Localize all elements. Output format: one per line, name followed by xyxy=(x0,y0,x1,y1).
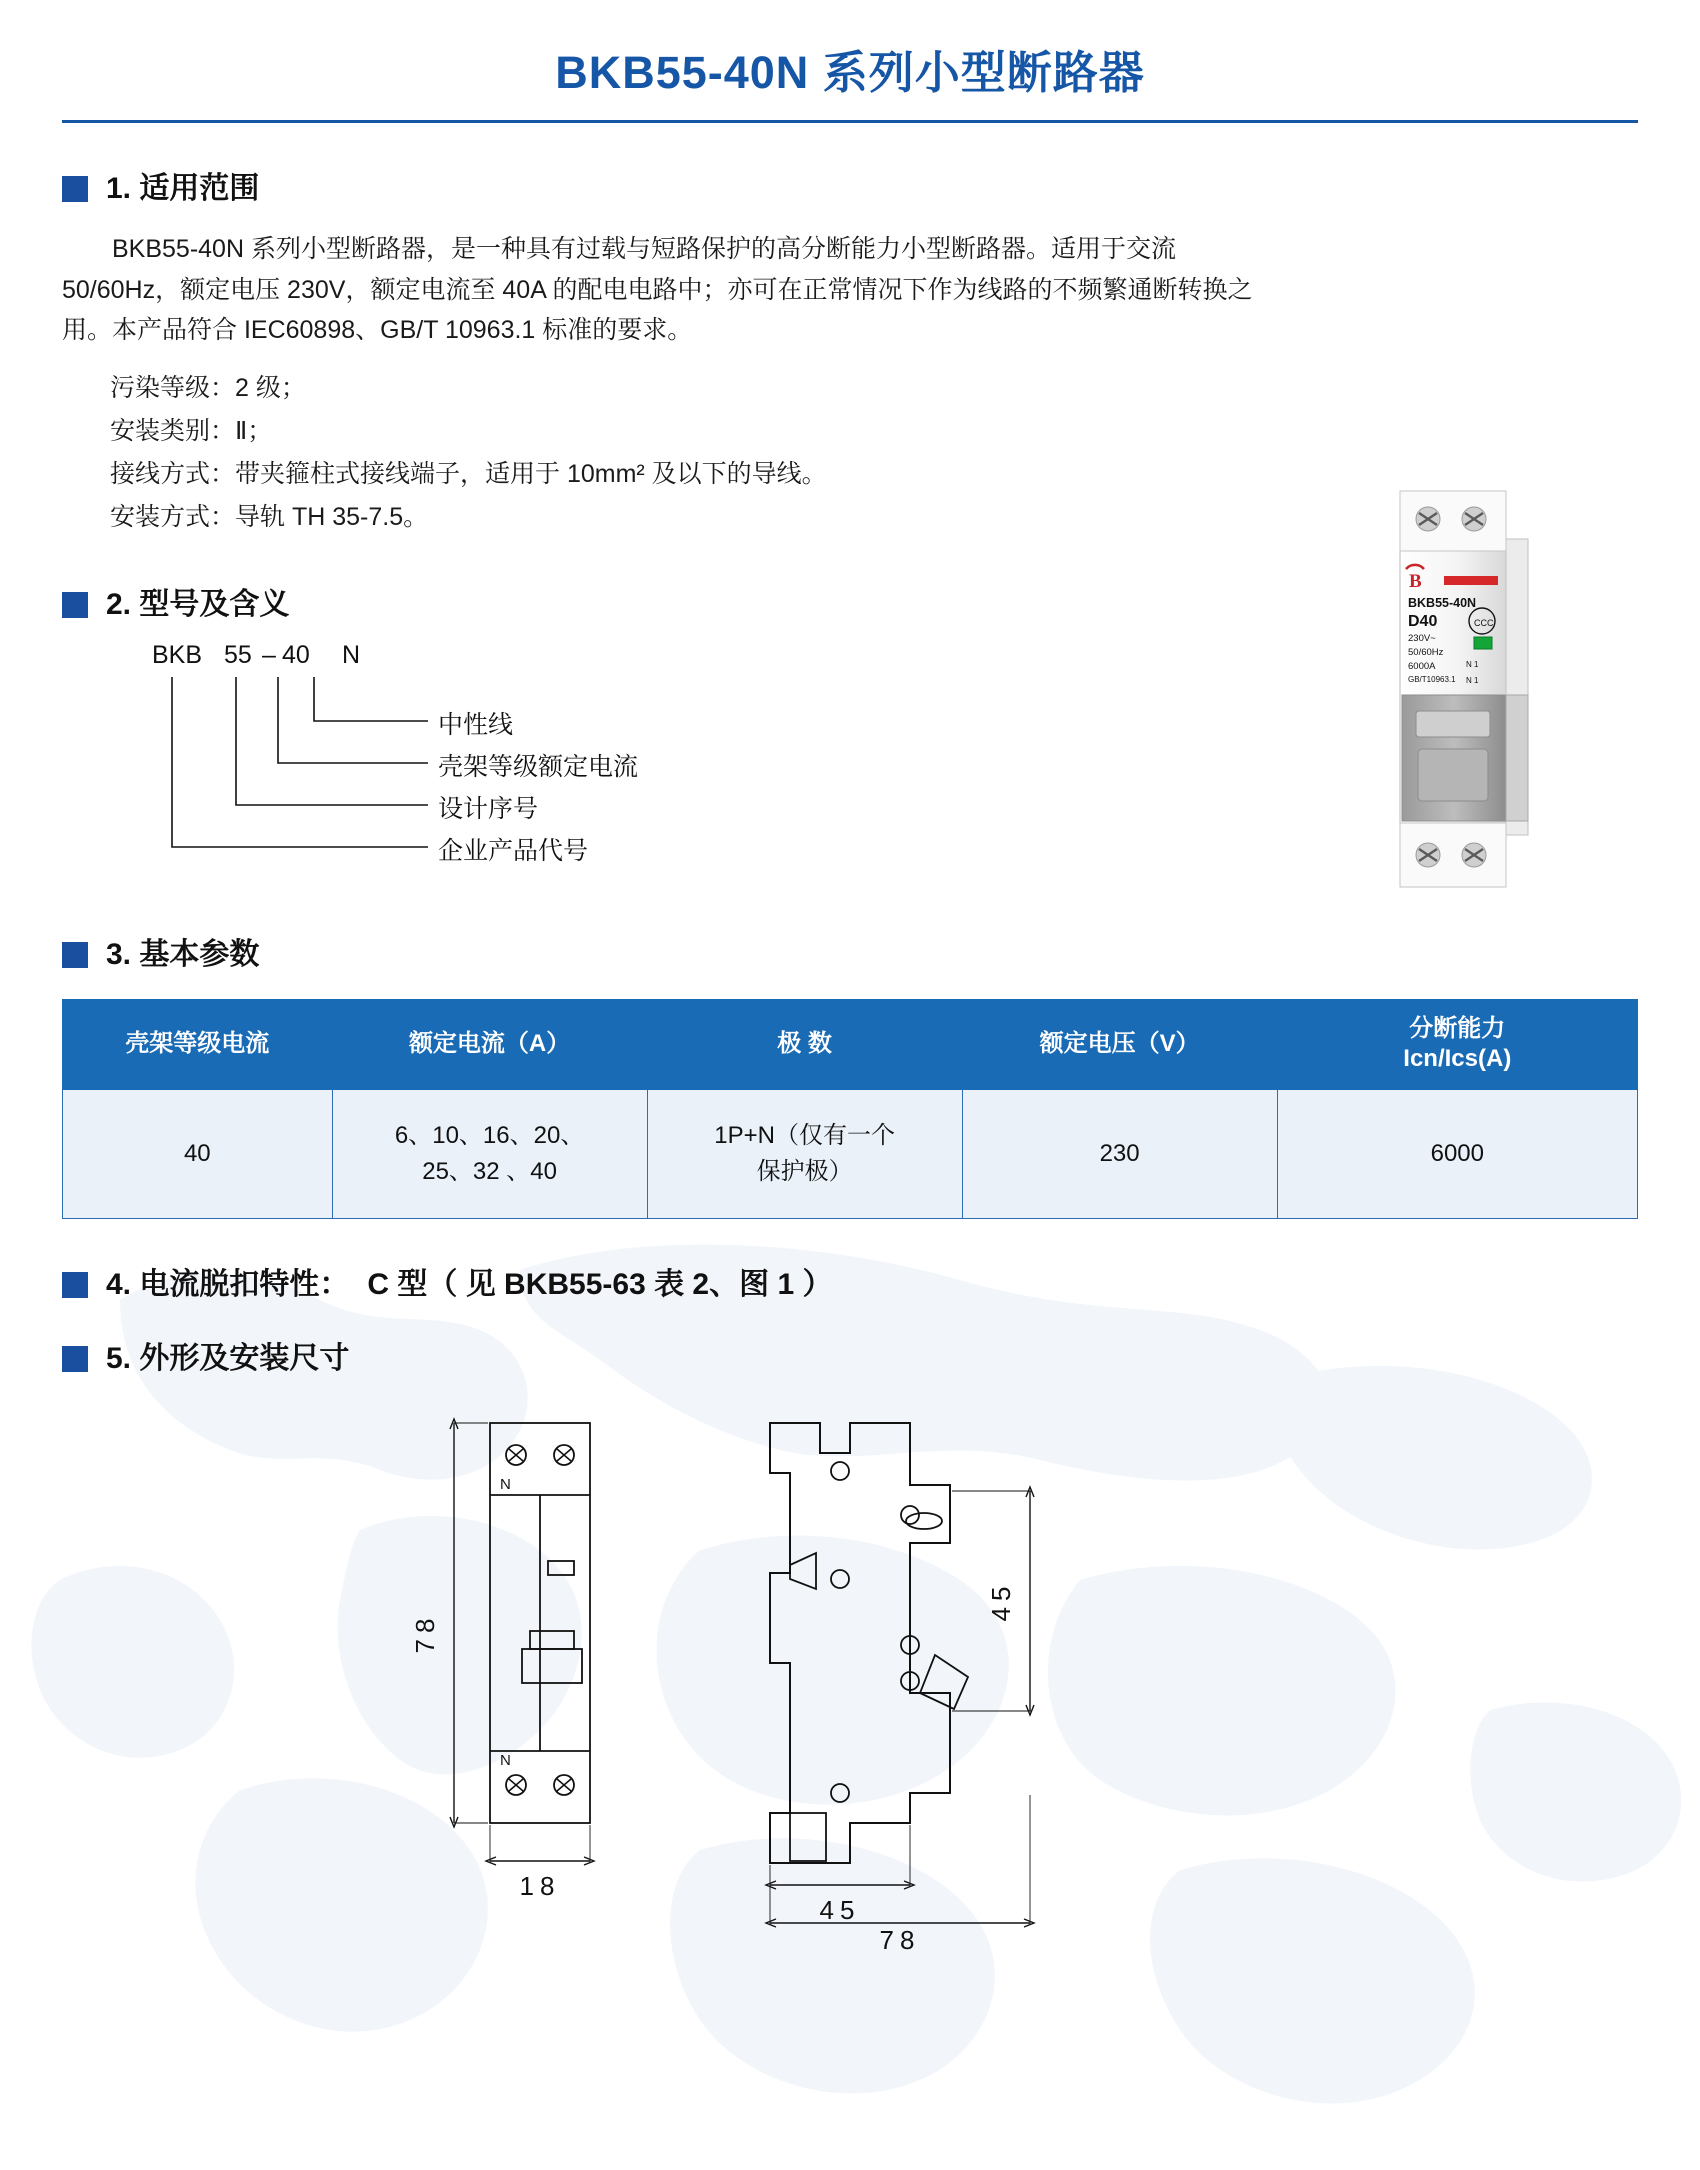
model-label-neutral: 中性线 xyxy=(438,710,514,739)
cell-poles-line1: 1P+N（仅有一个 xyxy=(714,1121,895,1149)
section-4-heading xyxy=(62,1267,1638,1303)
model-code-design: 55 xyxy=(224,640,252,669)
cell-rated-current-line2: 25、32 、40 xyxy=(422,1157,557,1185)
square-bullet-icon xyxy=(62,176,88,202)
svg-text:18: 18 xyxy=(519,1870,561,1901)
square-bullet-icon xyxy=(62,942,88,968)
svg-text:45: 45 xyxy=(819,1894,861,1925)
scope-item-pollution: 污染等级：2 级； xyxy=(110,373,306,402)
col-breaking-capacity xyxy=(1277,999,1637,1089)
section-3-title: 3. 基本参数 xyxy=(106,937,260,971)
cell-rated-current-line1: 6、10、16、20、 xyxy=(394,1121,585,1149)
model-label-design-number: 设计序号 xyxy=(438,794,539,823)
product-photo xyxy=(1378,483,1578,895)
table-header-row xyxy=(63,999,1638,1089)
model-code-brand: BKB xyxy=(152,640,203,669)
cell-poles-line2: 保护极） xyxy=(756,1157,853,1185)
cell-frame-current: 40 xyxy=(63,1089,333,1218)
model-designation-diagram xyxy=(102,641,1202,911)
svg-text:BKB55-40N: BKB55-40N xyxy=(1408,596,1477,610)
model-code-frame-current: 40 xyxy=(282,640,310,669)
svg-text:N 1: N 1 xyxy=(1466,676,1479,685)
section-3-heading xyxy=(62,937,1638,973)
col-rated-voltage: 额定电压（V） xyxy=(962,999,1277,1089)
svg-text:50/60Hz: 50/60Hz xyxy=(1408,647,1444,658)
scope-item-list xyxy=(62,367,1210,539)
svg-text:GB/T10963.1: GB/T10963.1 xyxy=(1408,675,1456,684)
page-title: BKB55-40N 系列小型断路器 xyxy=(555,47,1145,98)
cell-rated-current xyxy=(332,1089,647,1218)
trip-characteristic-value: C 型（ 见 BKB55-63 表 2、图 1 ） xyxy=(367,1267,833,1301)
cell-poles xyxy=(647,1089,962,1218)
svg-text:N 1: N 1 xyxy=(1466,660,1479,669)
col-poles: 极 数 xyxy=(647,999,962,1089)
basic-parameters-table xyxy=(62,999,1638,1219)
scope-paragraph: BKB55-40N 系列小型断路器，是一种具有过载与短路保护的高分断能力小型断路器。适用于交流 50/60Hz，额定电压 230V，额定电流至 40A 的配电电路中；亦可在正常情况下作为线路的不频繁通断转换之用。本产品符合 IEC60898、GB/T 10963.1 标准的要求。 xyxy=(62,235,1253,344)
col-rated-current: 额定电流（A） xyxy=(332,999,647,1089)
section-1-heading xyxy=(62,171,1638,207)
model-code-neutral: N xyxy=(342,640,361,669)
svg-text:78: 78 xyxy=(879,1924,921,1953)
svg-text:230V~: 230V~ xyxy=(1408,633,1436,644)
square-bullet-icon xyxy=(62,1346,88,1372)
svg-text:N: N xyxy=(500,1475,511,1493)
cell-breaking-capacity: 6000 xyxy=(1277,1089,1637,1218)
svg-text:B: B xyxy=(1409,571,1422,592)
col-breaking-capacity-line1: 分断能力 xyxy=(1409,1014,1506,1042)
section-2-title: 2. 型号及含义 xyxy=(106,587,290,621)
title-divider xyxy=(62,120,1638,123)
col-breaking-capacity-line2: Icn/Ics(A) xyxy=(1403,1045,1512,1073)
square-bullet-icon xyxy=(62,1272,88,1298)
svg-text:N: N xyxy=(500,1751,511,1769)
svg-text:D40: D40 xyxy=(1408,613,1438,630)
scope-item-mounting: 安装方式：导轨 TH 35-7.5。 xyxy=(110,502,429,531)
svg-text:6000A: 6000A xyxy=(1408,661,1436,672)
cell-rated-voltage: 230 xyxy=(962,1089,1277,1218)
title-block xyxy=(62,0,1638,123)
table-row xyxy=(63,1089,1638,1218)
scope-item-wiring: 接线方式：带夹箍柱式接线端子，适用于 10mm² 及以下的导线。 xyxy=(110,459,827,488)
svg-text:45: 45 xyxy=(986,1580,1016,1622)
col-frame-current: 壳架等级电流 xyxy=(63,999,333,1089)
scope-item-install-category: 安装类别：Ⅱ； xyxy=(110,416,273,445)
svg-text:78: 78 xyxy=(410,1612,440,1654)
section-5-title: 5. 外形及安装尺寸 xyxy=(106,1341,350,1375)
model-label-frame-current: 壳架等级额定电流 xyxy=(438,752,639,781)
section-5-heading xyxy=(62,1341,1638,1377)
model-code-dash: – xyxy=(262,640,276,669)
section-1-title: 1. 适用范围 xyxy=(106,172,260,205)
square-bullet-icon xyxy=(62,592,88,618)
svg-text:CCC: CCC xyxy=(1474,618,1494,628)
dimension-drawing xyxy=(62,1393,1638,1953)
section-4-title: 4. 电流脱扣特性： xyxy=(106,1267,350,1301)
model-label-company-code: 企业产品代号 xyxy=(438,836,589,865)
